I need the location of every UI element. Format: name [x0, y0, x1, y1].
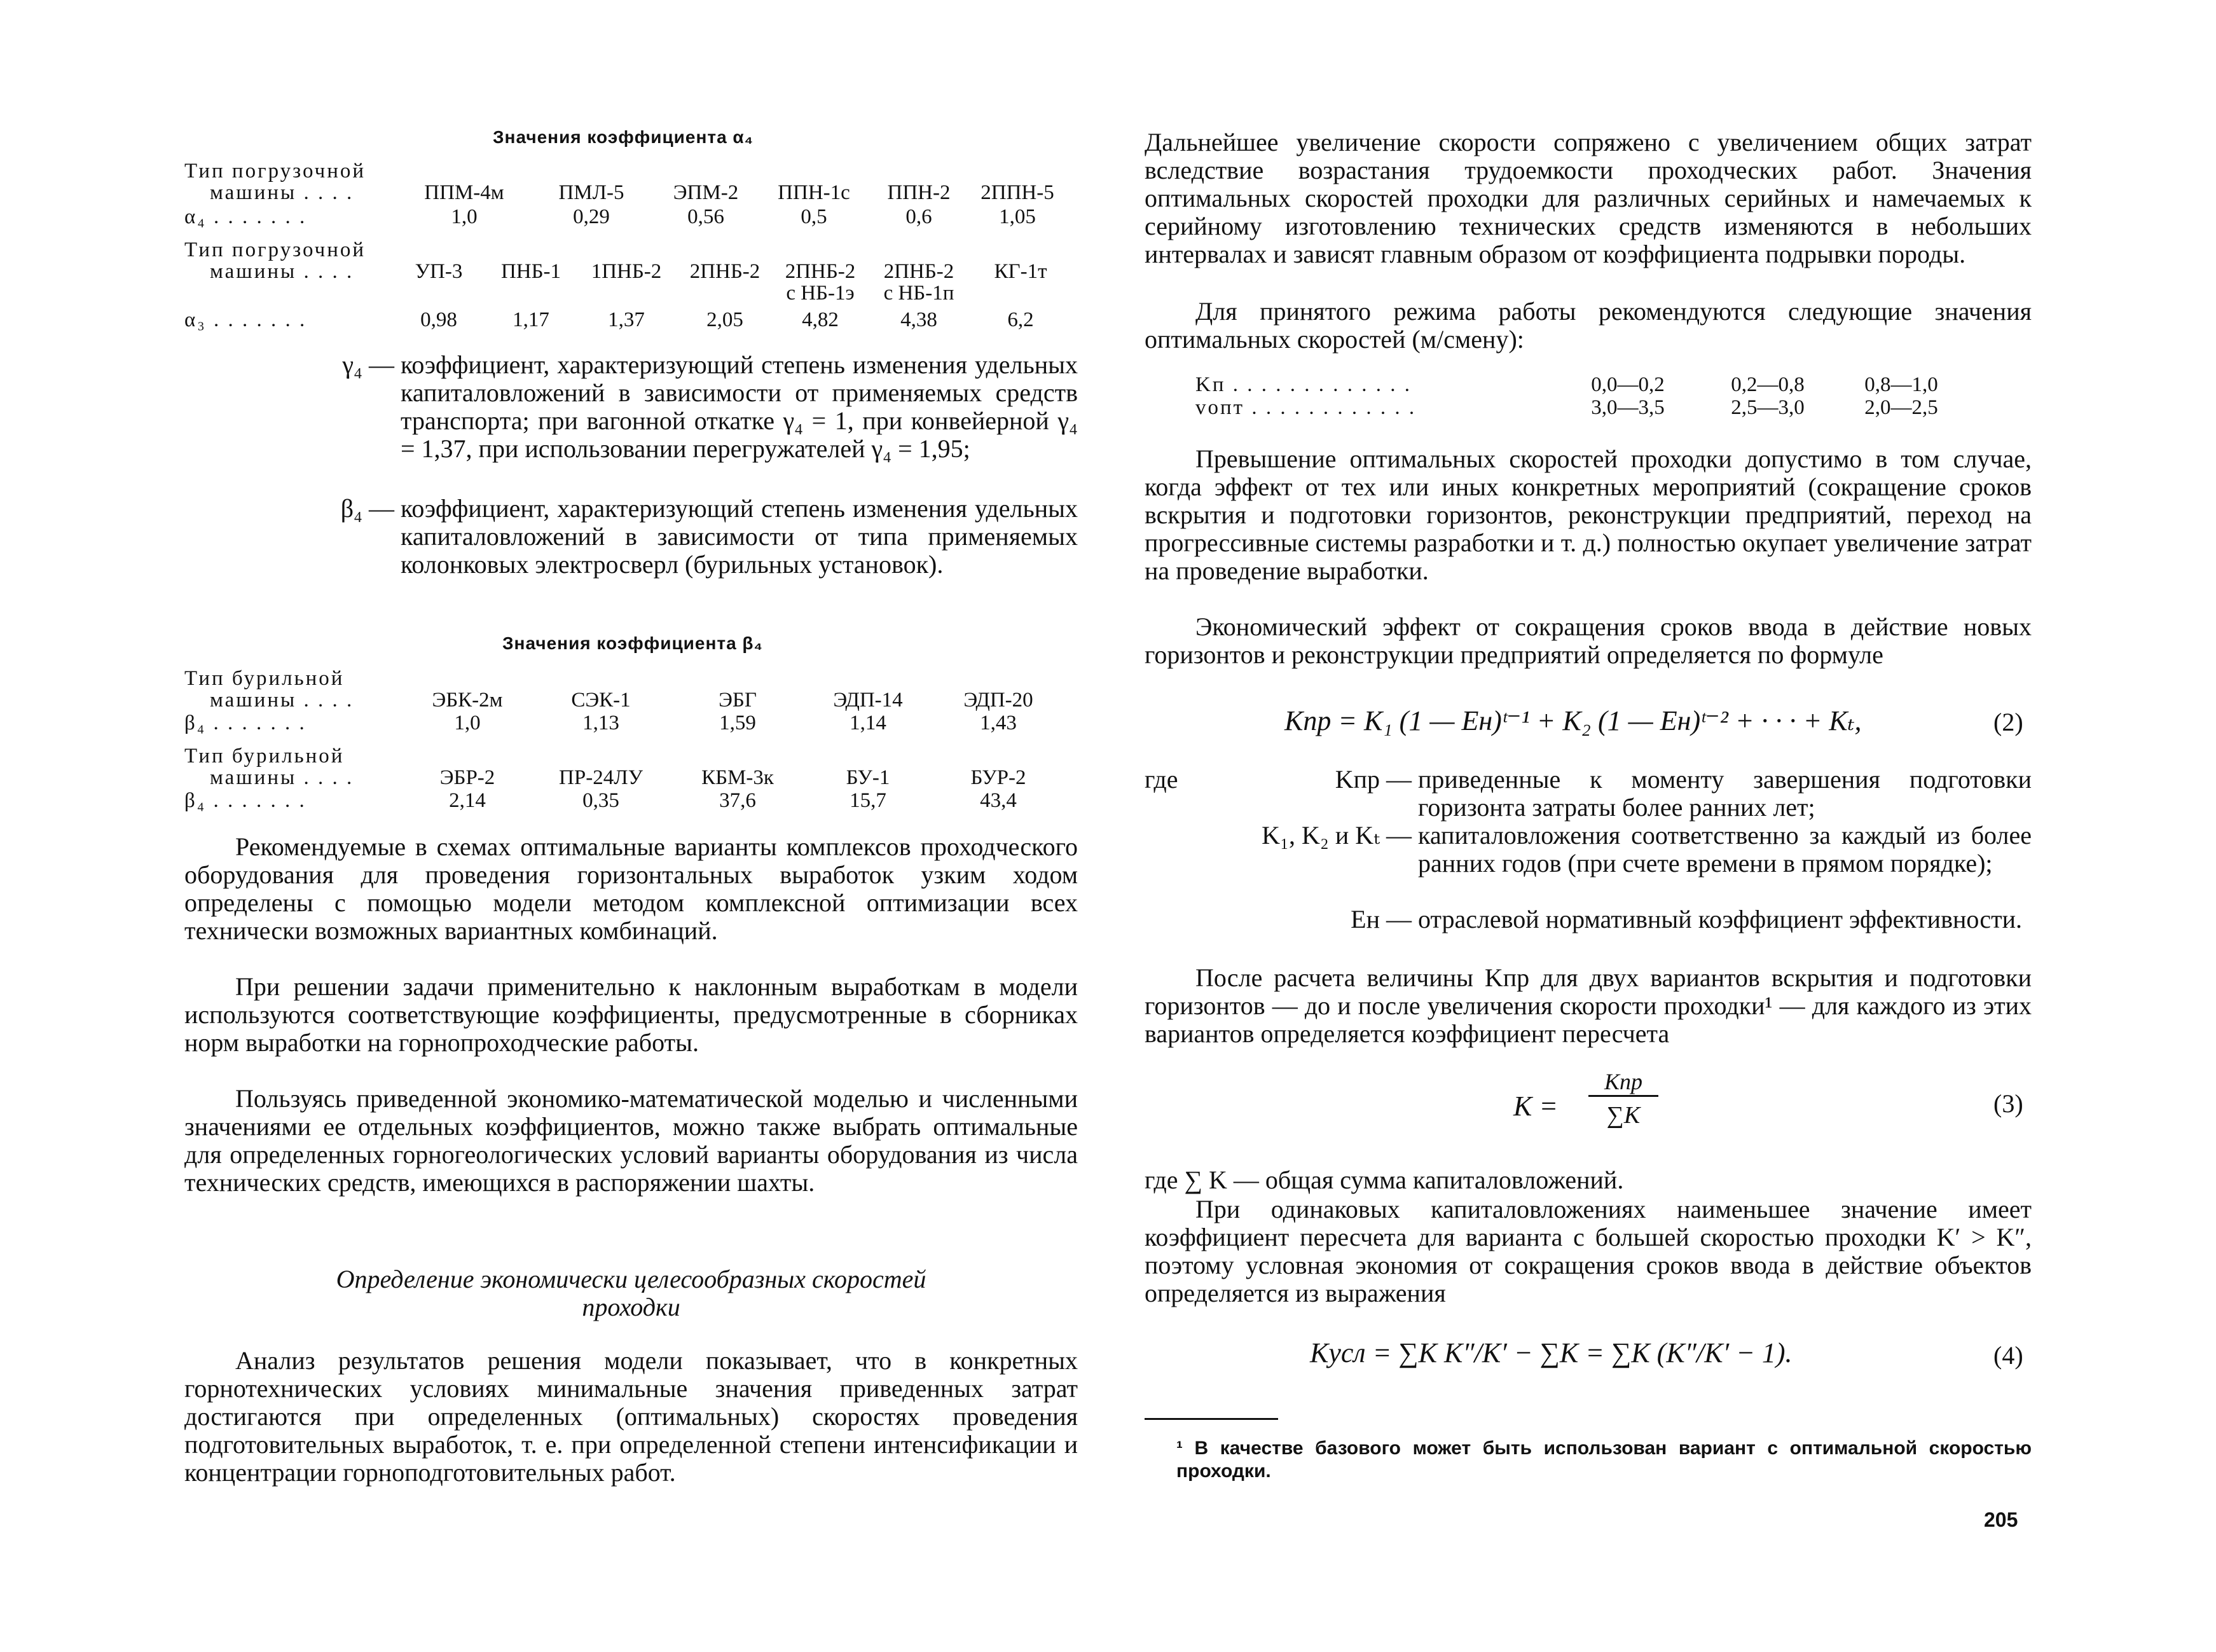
alpha-cell-sub: с НБ-1э — [786, 282, 855, 305]
alpha-cell: 2ПНБ-2 — [785, 260, 856, 283]
paragraph — [184, 973, 1078, 1057]
alpha-cell: ПМЛ-5 — [558, 181, 624, 204]
beta-cell: 37,6 — [719, 789, 756, 812]
beta-row1-label-a: Тип бурильной — [184, 667, 345, 690]
paragraph — [184, 833, 1078, 945]
footnote-rule — [1145, 1418, 1278, 1420]
section-heading — [184, 1265, 1078, 1321]
speed-cell: 0,8—1,0 — [1864, 373, 1938, 396]
definition-kpr — [1145, 766, 2032, 823]
alpha-cell: ППН-1с — [778, 181, 850, 204]
paragraph — [184, 1085, 1078, 1197]
page-number: 205 — [1984, 1508, 2018, 1531]
alpha-row3-label-b: машины . . . . — [210, 260, 354, 283]
alpha-cell: 4,38 — [900, 308, 937, 331]
beta-cell: БУ-1 — [846, 766, 890, 789]
alpha-cell: 0,56 — [687, 205, 724, 228]
alpha-cell: ППН-2 — [887, 181, 951, 204]
paragraph — [1145, 613, 2032, 669]
where-text: где — [1145, 765, 1178, 794]
paragraph — [1145, 298, 2032, 354]
paragraph — [1145, 445, 2032, 585]
paragraph-text: При решении задачи применительно к наклонным выработкам в модели используются соответствующие коэффициенты, предусмотренные в сборниках норм выработки на горнопроходческие работы. — [184, 972, 1078, 1057]
beta-row3-label-b: машины . . . . — [210, 766, 354, 789]
alpha-cell: 0,98 — [420, 308, 457, 331]
beta-cell: 43,4 — [980, 789, 1017, 812]
formula-3 — [1513, 1068, 1704, 1145]
paragraph-text: где ∑ K — общая сумма капиталовложений. — [1145, 1166, 1624, 1194]
alpha-cell: 0,5 — [801, 205, 827, 228]
beta-cell: ЭДП-20 — [963, 689, 1033, 712]
beta-cell: БУР-2 — [970, 766, 1026, 789]
beta-cell: 1,0 — [454, 712, 481, 734]
beta-cell: КБМ-3к — [701, 766, 774, 789]
alpha-row2-label: α₄ . . . . . . . — [184, 205, 307, 228]
alpha-cell: 1,17 — [513, 308, 549, 331]
section-heading-line1: Определение экономически целесообразных скоростей — [336, 1265, 926, 1293]
definition-text: отраслевой нормативный коэффициент эффективности. — [1418, 905, 2022, 933]
alpha-cell: 1,37 — [608, 308, 645, 331]
beta-cell: 1,13 — [582, 712, 619, 734]
paragraph — [1145, 964, 2032, 1048]
beta-cell: ЭБК-2м — [432, 689, 503, 712]
paragraph-text: Анализ результатов решения модели показывает, что в конкретных горнотехнических условиях минимальные значения приведенных затрат достигаются при определенных (оптимальных) скоростях проведения подготовительных выработок, т. е. при определенной степени интенсификации и концентрации горноподготовительных работ. — [184, 1346, 1078, 1487]
paragraph — [1145, 1166, 2032, 1194]
alpha-cell: УП-3 — [415, 260, 463, 283]
alpha-cell: 1,05 — [999, 205, 1036, 228]
beta-symbol: β₄ — — [340, 494, 394, 523]
definition-symbol: K₁, K₂ и Kₜ — — [1262, 821, 1412, 850]
right-column — [1145, 0, 2032, 1652]
alpha-table-caption: Значения коэффициента α₄ — [493, 127, 754, 147]
paragraph-text: Дальнейшее увеличение скорости сопряжено с увеличением общих затрат вследствие возрастания трудоемкости проходческих работ. Значения оптимальных скоростей проходки для различных серийных и намечаемых к серийному изготовлению технических средств изменяются в небольших интервалах и зависят главным образом от коэффициента подрывки породы. — [1145, 128, 2032, 268]
beta-cell: 1,14 — [850, 712, 886, 734]
alpha-cell: 6,2 — [1007, 308, 1034, 331]
definition-text: капиталовложения соответственно за каждый из более ранних годов (при счете времени в прямом порядке); — [1418, 821, 2032, 878]
beta-row2-label: β₄ . . . . . . . — [184, 712, 306, 734]
speed-row2-label: vопт . . . . . . . . . . . . — [1195, 396, 1417, 419]
equation-number-2: (2) — [1993, 708, 2023, 736]
paragraph-text: Для принятого режима работы рекомендуются следующие значения оптимальных скоростей (м/смену): — [1145, 297, 2032, 354]
alpha-cell: ППМ-4м — [424, 181, 504, 204]
formula-3-numerator: Kпр — [1588, 1068, 1658, 1097]
formula-3-lhs: K = — [1513, 1091, 1559, 1122]
alpha-cell: 2ПНБ-2 — [883, 260, 954, 283]
alpha-row4-label: α₃ . . . . . . . — [184, 308, 307, 331]
equation-number-4: (4) — [1993, 1341, 2023, 1370]
beta-cell: ЭДП-14 — [833, 689, 903, 712]
alpha-row3-label-a: Тип погрузочной — [184, 238, 366, 261]
equation-number-3: (3) — [1993, 1089, 2023, 1118]
beta-cell: СЭК-1 — [571, 689, 631, 712]
speed-cell: 3,0—3,5 — [1591, 396, 1665, 419]
definition-text: приведенные к моменту завершения подготовки горизонта затраты более ранних лет; — [1418, 765, 2032, 822]
footnote: ¹ В качестве базового может быть использован вариант с оптимальной скоростью проходки. — [1176, 1438, 2032, 1482]
gamma-symbol: γ₄ — — [342, 350, 394, 379]
definition-symbol: Kпр — — [1335, 765, 1412, 794]
alpha-cell: 2,05 — [706, 308, 743, 331]
beta-cell: 0,35 — [582, 789, 619, 812]
alpha-cell: 2ПНБ-2 — [689, 260, 760, 283]
alpha-cell: ЭПМ-2 — [673, 181, 739, 204]
beta-row1-label-b: машины . . . . — [210, 689, 354, 712]
speed-cell: 0,0—0,2 — [1591, 373, 1665, 396]
paragraph — [184, 1347, 1078, 1487]
speed-cell: 2,5—3,0 — [1731, 396, 1805, 419]
alpha-cell: 1,0 — [451, 205, 478, 228]
speed-cell: 2,0—2,5 — [1864, 396, 1938, 419]
beta-cell: ЭБГ — [719, 689, 757, 712]
alpha-cell: КГ-1т — [994, 260, 1047, 283]
beta-text: коэффициент, характеризующий степень изменения удельных капиталовложений в зависимости от типа применяемых колонковых электросверл (бурильных установок). — [401, 494, 1078, 579]
alpha-cell: 1ПНБ-2 — [591, 260, 662, 283]
left-column — [184, 0, 1078, 1652]
alpha-cell: ПНБ-1 — [500, 260, 561, 283]
paragraph-text: При одинаковых капиталовложениях наименьшее значение имеет коэффициент пересчета для варианта с большей скоростью проходки K′ > K″, поэтому условная экономия от сокращения сроков ввода в действие объектов определяется из выражения — [1145, 1195, 2032, 1307]
gamma-definition — [184, 351, 1078, 516]
alpha-cell: 4,82 — [802, 308, 839, 331]
section-heading-line2: проходки — [582, 1293, 680, 1321]
paragraph-text: Пользуясь приведенной экономико-математической моделью и численными значениями ее отдельных коэффициентов, можно также выбрать оптимальные для определенных горногеологических условий варианты оборудования из числа технических средств, имеющихся в распоряжении шахты. — [184, 1084, 1078, 1197]
definition-en — [1145, 905, 2032, 963]
paragraph-text: Экономический эффект от сокращения сроков ввода в действие новых горизонтов и реконструкции предприятий определяется по формуле — [1145, 612, 2032, 669]
speed-row1-label: Kп . . . . . . . . . . . . . — [1195, 373, 1412, 396]
alpha-row1-label-b: машины . . . . — [210, 181, 354, 204]
beta-cell: 1,43 — [980, 712, 1017, 734]
beta-cell: 2,14 — [449, 789, 486, 812]
alpha-cell-sub: с НБ-1п — [883, 282, 954, 305]
formula-4: Kусл = ∑K K″/K′ − ∑K = ∑K (K″/K′ − 1). — [1310, 1337, 1793, 1368]
alpha-cell: 0,6 — [905, 205, 932, 228]
paragraph — [1145, 1195, 2032, 1307]
alpha-cell: 0,29 — [573, 205, 610, 228]
definition-symbol: Eн — — [1351, 905, 1412, 933]
beta-table-caption: Значения коэффициента β₄ — [502, 633, 763, 653]
definition-k — [1145, 822, 2032, 905]
beta-definition — [184, 495, 1078, 622]
beta-cell: 15,7 — [850, 789, 886, 812]
beta-row4-label: β₄ . . . . . . . — [184, 789, 306, 812]
beta-row3-label-a: Тип бурильной — [184, 745, 345, 767]
beta-cell: ЭБР-2 — [439, 766, 495, 789]
beta-cell: ПР-24ЛУ — [559, 766, 643, 789]
formula-3-denominator: ∑K — [1606, 1102, 1641, 1129]
gamma-text: коэффициент, характеризующий степень изменения удельных капиталовложений в зависимости от применяемых средств транспорта; при вагонной откатке γ₄ = 1, при конвейерной γ₄ = 1,37, при использовании перегружателей γ₄ = 1,95; — [401, 350, 1078, 463]
speed-cell: 0,2—0,8 — [1731, 373, 1805, 396]
paragraph-text: После расчета величины Kпр для двух вариантов вскрытия и подготовки горизонтов — до и после увеличения скорости проходки¹ — для каждого из этих вариантов определяется коэффициент пересчета — [1145, 963, 2032, 1048]
beta-cell: 1,59 — [719, 712, 756, 734]
paragraph-text: Превышение оптимальных скоростей проходки допустимо в том случае, когда эффект от тех или иных конкретных мероприятий (сокращение сроков вскрытия и подготовки горизонтов, реконструкции предприятий, переход на прогрессивные системы разработки и т. д.) полностью окупает увеличение затрат на проведение выработки. — [1145, 444, 2032, 585]
alpha-cell: 2ППН-5 — [981, 181, 1054, 204]
paragraph-text: Рекомендуемые в схемах оптимальные варианты комплексов проходческого оборудования для проведения горизонтальных выработок узким ходом определены с помощью модели методом комплексной оптимизации всех технически возможных вариантных комбинаций. — [184, 832, 1078, 945]
formula-2: Kпр = K₁ (1 — Eн)ᵗ⁻¹ + K₂ (1 — Eн)ᵗ⁻² + · · · + Kₜ, — [1284, 705, 1862, 736]
alpha-row1-label-a: Тип погрузочной — [184, 160, 366, 182]
paragraph — [1145, 128, 2032, 268]
